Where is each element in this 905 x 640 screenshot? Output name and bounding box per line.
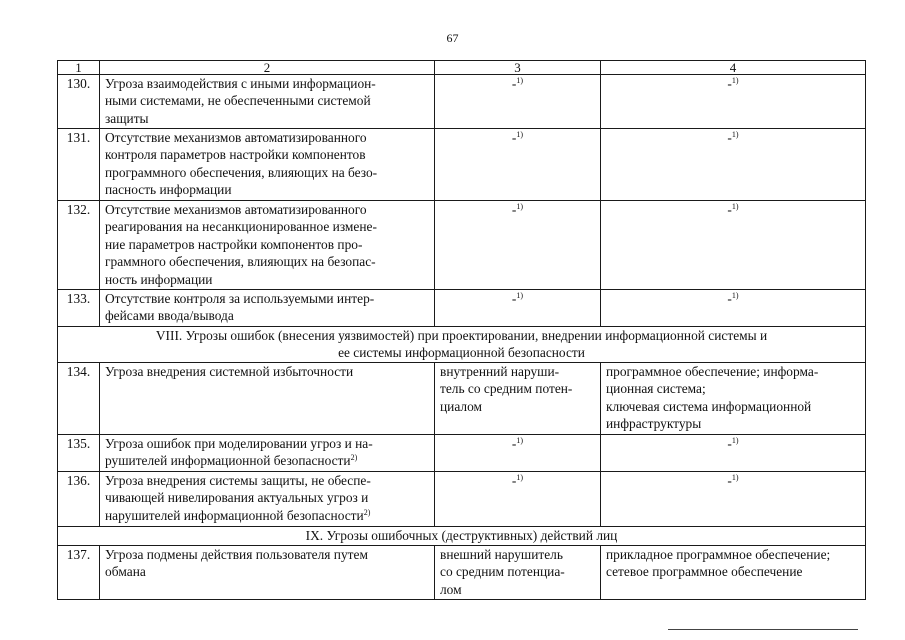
footnote-marker: 1) — [731, 76, 739, 85]
threat-description — [100, 472, 435, 527]
text-line: тель со средним потен- — [440, 381, 573, 397]
text-line: Отсутствие механизмов автоматизированного — [105, 130, 367, 145]
footnote-marker: 1) — [731, 130, 739, 139]
dash-value: - — [511, 202, 517, 217]
text-line: нарушителей информационной безопасности — [105, 507, 364, 523]
text-line: Угроза внедрения системы защиты, не обеспе- — [105, 473, 371, 488]
threat-description — [100, 435, 435, 472]
footnote-marker: 1) — [731, 291, 739, 300]
table-row — [58, 472, 866, 527]
text-line: IX. Угрозы ошибочных (деструктивных) действий лиц — [305, 528, 618, 543]
footnote-marker: 2) — [350, 453, 358, 463]
row-number: 133. — [58, 290, 100, 327]
threats-table — [57, 60, 866, 600]
footnote-marker: 2) — [363, 507, 371, 517]
row-number: 131. — [58, 129, 100, 201]
violator-cell — [435, 472, 601, 527]
text-line: ность информации — [105, 271, 213, 287]
text-line: Угроза подмены действия пользователя путем — [105, 547, 368, 562]
table-header-row — [58, 61, 866, 75]
text-line: Угроза взаимодействия с иными информацион- — [105, 76, 376, 91]
violator-cell — [435, 546, 601, 600]
text-line: граммного обеспечения, влияющих на безопас- — [105, 254, 376, 270]
impact-object-cell — [601, 435, 866, 472]
text-line: пасность информации — [105, 182, 232, 198]
section-title — [58, 327, 866, 363]
footnote-marker: 1) — [731, 202, 739, 211]
row-number: 135. — [58, 435, 100, 472]
footnote-marker: 1) — [516, 291, 524, 300]
text-line: ее системы информационной безопасности — [338, 345, 585, 361]
text-line: ционная система; — [606, 381, 706, 397]
threat-description — [100, 290, 435, 327]
dash-value: - — [727, 436, 732, 451]
violator-cell — [435, 75, 601, 129]
violator-cell — [435, 129, 601, 201]
impact-object-cell — [601, 290, 866, 327]
text-line: лом — [440, 581, 462, 597]
text-line: программного обеспечения, влияющих на безо- — [105, 164, 378, 180]
dash-value: - — [511, 436, 517, 451]
text-line: сетевое программное обеспечение — [606, 564, 803, 580]
text-line: чивающей нивелирования актуальных угроз и — [105, 490, 369, 506]
page-number: 67 — [446, 31, 459, 45]
footnote-marker: 1) — [516, 202, 524, 211]
text-line: ние параметров настройки компонентов про- — [105, 236, 363, 252]
threat-description — [100, 129, 435, 201]
dash-value: - — [727, 130, 732, 145]
table-row — [58, 435, 866, 472]
impact-object-cell — [601, 75, 866, 129]
row-number: 132. — [58, 201, 100, 290]
text-line: прикладное программное обеспечение; — [606, 547, 831, 562]
row-number: 134. — [58, 363, 100, 435]
text-line: реагирования на несанкционированное измене- — [105, 219, 377, 235]
dash-value: - — [727, 291, 732, 306]
dash-value: - — [511, 130, 517, 145]
table-row — [58, 363, 866, 435]
threat-description — [100, 363, 435, 435]
table-row — [58, 546, 866, 600]
text-line: обмана — [105, 564, 146, 580]
text-line: внутренний наруши- — [440, 364, 560, 379]
impact-object-cell — [601, 129, 866, 201]
dash-value: - — [727, 76, 732, 91]
table-row — [58, 290, 866, 327]
impact-object-cell — [601, 546, 866, 600]
text-line: ными системами, не обеспеченными системой — [105, 93, 371, 109]
section-header-row — [58, 527, 866, 546]
text-line: внешний нарушитель — [440, 547, 563, 562]
footnote-marker: 1) — [516, 473, 524, 482]
text-line: фейсами ввода/вывода — [105, 308, 234, 324]
threat-description — [100, 546, 435, 600]
impact-object-cell — [601, 472, 866, 527]
footnote-marker: 1) — [516, 130, 524, 139]
threat-description — [100, 201, 435, 290]
text-line: программное обеспечение; информа- — [606, 364, 819, 379]
text-line: инфраструктуры — [606, 416, 702, 432]
table-row — [58, 75, 866, 129]
violator-cell — [435, 435, 601, 472]
dash-value: - — [511, 291, 517, 306]
text-line: со средним потенциа- — [440, 564, 565, 580]
footer-rule — [668, 629, 858, 630]
threat-description — [100, 75, 435, 129]
dash-value: - — [511, 76, 517, 91]
text-line: контроля параметров настройки компонентов — [105, 147, 366, 163]
violator-cell — [435, 201, 601, 290]
header-col-4: 4 — [601, 61, 866, 75]
text-line: Отсутствие контроля за используемыми интер- — [105, 291, 375, 306]
violator-cell — [435, 363, 601, 435]
text-line: циалом — [440, 398, 482, 414]
table-row — [58, 201, 866, 290]
dash-value: - — [727, 473, 732, 488]
text-line: Угроза внедрения системной избыточности — [105, 364, 354, 379]
header-col-3: 3 — [435, 61, 601, 75]
header-col-2: 2 — [100, 61, 435, 75]
footnote-marker: 1) — [516, 76, 524, 85]
text-line: защиты — [105, 110, 149, 126]
impact-object-cell — [601, 201, 866, 290]
text-line: рушителей информационной безопасности — [105, 453, 351, 469]
table-row — [58, 129, 866, 201]
footnote-marker: 1) — [516, 436, 524, 445]
violator-cell — [435, 290, 601, 327]
text-line: VIII. Угрозы ошибок (внесения уязвимостей) при проектировании, внедрении информационной системы и — [155, 328, 768, 343]
dash-value: - — [511, 473, 517, 488]
row-number: 136. — [58, 472, 100, 527]
text-line: Отсутствие механизмов автоматизированного — [105, 202, 367, 217]
header-col-1: 1 — [58, 61, 100, 75]
footnote-marker: 1) — [731, 436, 739, 445]
row-number: 130. — [58, 75, 100, 129]
section-header-row — [58, 327, 866, 363]
section-title — [58, 527, 866, 546]
footnote-marker: 1) — [731, 473, 739, 482]
text-line: ключевая система информационной — [606, 398, 812, 414]
row-number: 137. — [58, 546, 100, 600]
text-line: Угроза ошибок при моделировании угроз и на- — [105, 436, 373, 451]
dash-value: - — [727, 202, 732, 217]
impact-object-cell — [601, 363, 866, 435]
